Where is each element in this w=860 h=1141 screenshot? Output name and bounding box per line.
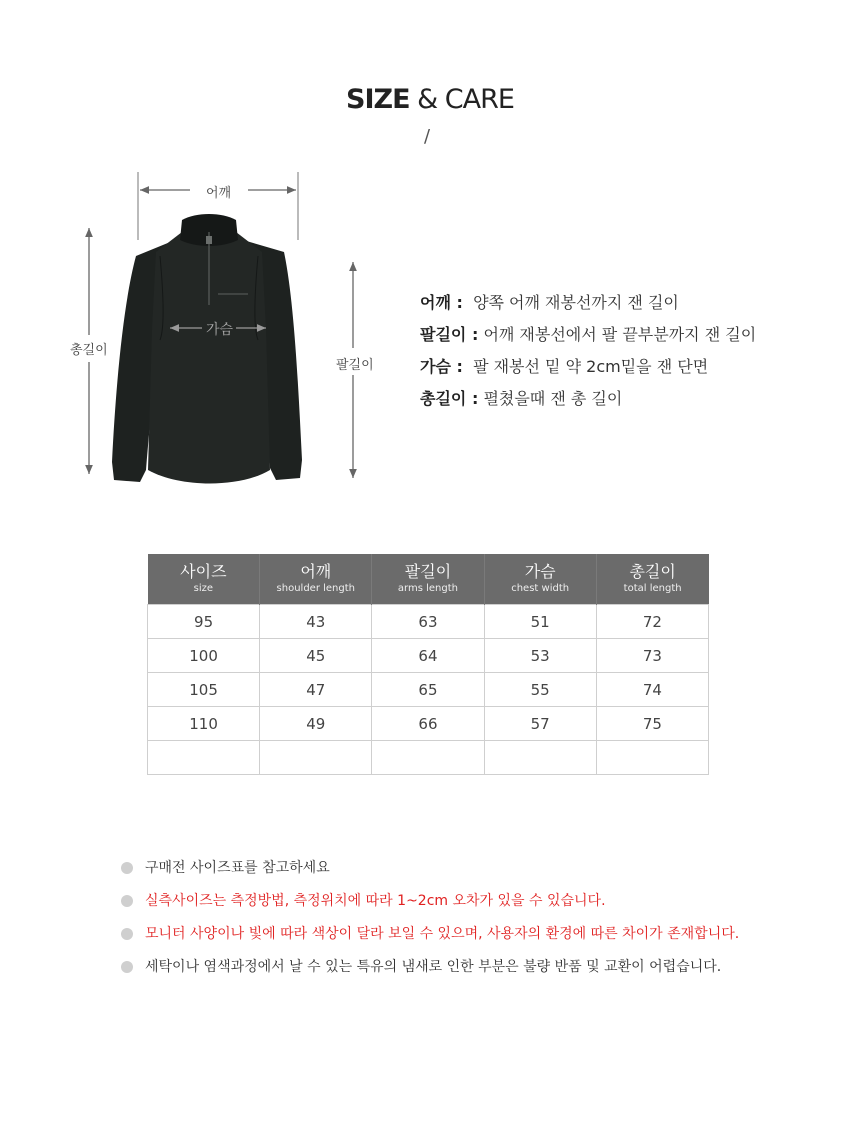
legend-row: 총길이 : 펼쳤을때 잰 총 길이 xyxy=(420,389,623,408)
table-cell xyxy=(372,741,484,775)
table-cell: 95 xyxy=(148,605,260,639)
table-row xyxy=(148,639,709,673)
table-cell: 100 xyxy=(148,639,260,673)
table-cell: 45 xyxy=(260,639,372,673)
table-cell: 72 xyxy=(596,605,708,639)
table-cell xyxy=(260,741,372,775)
table-header-row xyxy=(148,554,709,605)
column-header-total: 총길이 total length xyxy=(596,554,708,605)
bullet-icon xyxy=(121,928,133,940)
bullet-icon xyxy=(121,895,133,907)
title-divider: / xyxy=(424,126,431,147)
table-cell: 43 xyxy=(260,605,372,639)
table-row xyxy=(148,673,709,707)
legend-row: 어깨 : 양쪽 어깨 재봉선까지 잰 길이 xyxy=(420,293,679,312)
column-header-arms: 팔길이 arms length xyxy=(372,554,484,605)
table-row xyxy=(148,741,709,775)
table-cell: 64 xyxy=(372,639,484,673)
table-cell xyxy=(484,741,596,775)
legend-row: 가슴 : 팔 재봉선 밑 약 2cm밑을 잰 단면 xyxy=(420,357,709,376)
column-header-chest: 가슴 chest width xyxy=(484,554,596,605)
table-cell: 65 xyxy=(372,673,484,707)
table-row xyxy=(148,605,709,639)
total-length-label: 총길이 xyxy=(70,343,108,358)
table-cell: 73 xyxy=(596,639,708,673)
page-title: SIZE & CARE xyxy=(346,84,514,115)
table-cell: 105 xyxy=(148,673,260,707)
garment-shape xyxy=(112,214,302,484)
table-cell xyxy=(596,741,708,775)
legend-row: 팔길이 : 어깨 재봉선에서 팔 끝부분까지 잰 길이 xyxy=(420,325,757,344)
diagram-svg xyxy=(0,0,860,520)
table-cell: 51 xyxy=(484,605,596,639)
table-cell: 74 xyxy=(596,673,708,707)
table-cell: 47 xyxy=(260,673,372,707)
table-cell: 75 xyxy=(596,707,708,741)
bullet-icon xyxy=(121,961,133,973)
table-cell: 49 xyxy=(260,707,372,741)
measurement-diagram xyxy=(0,0,860,520)
chest-label: 가슴 xyxy=(206,322,234,338)
table-cell xyxy=(148,741,260,775)
size-table xyxy=(147,554,709,775)
table-row xyxy=(148,707,709,741)
shoulder-label: 어깨 xyxy=(206,186,232,201)
table-cell: 110 xyxy=(148,707,260,741)
bullet-icon xyxy=(121,862,133,874)
table-cell: 57 xyxy=(484,707,596,741)
table-cell: 55 xyxy=(484,673,596,707)
column-header-size: 사이즈 size xyxy=(148,554,260,605)
measurement-legend xyxy=(420,289,756,417)
table-cell: 53 xyxy=(484,639,596,673)
column-header-shoulder: 어깨 shoulder length xyxy=(260,554,372,605)
arm-length-label: 팔길이 xyxy=(336,358,374,373)
table-cell: 63 xyxy=(372,605,484,639)
table-cell: 66 xyxy=(372,707,484,741)
